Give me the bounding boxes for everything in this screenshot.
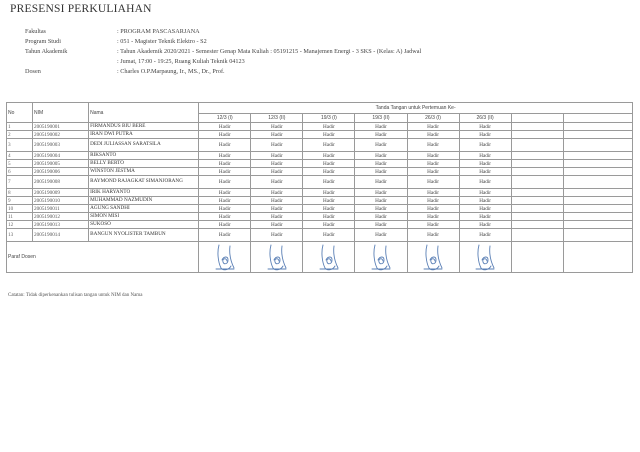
attendance-cell: Hadir: [303, 189, 355, 197]
attendance-cell: Hadir: [303, 152, 355, 160]
row-nama: AGUNG SANDHI: [89, 205, 199, 213]
attendance-cell: Hadir: [355, 139, 407, 152]
attendance-cell: Hadir: [251, 176, 303, 189]
header-no: No: [7, 103, 33, 123]
attendance-cell: Hadir: [199, 213, 251, 221]
empty-cell: [511, 123, 563, 131]
attendance-cell: Hadir: [459, 139, 511, 152]
header-nim: NIM: [33, 103, 89, 123]
attendance-cell: Hadir: [459, 229, 511, 242]
row-nama: MUHAMMAD NAZMUDIN: [89, 197, 199, 205]
row-nim: 2005190010: [33, 197, 89, 205]
attendance-cell: Hadir: [459, 160, 511, 168]
row-nama: BELLY BERTO: [89, 160, 199, 168]
attendance-cell: Hadir: [251, 229, 303, 242]
signature-cell: [459, 242, 511, 273]
attendance-cell: Hadir: [251, 160, 303, 168]
attendance-cell: Hadir: [407, 221, 459, 229]
attendance-cell: Hadir: [199, 197, 251, 205]
attendance-cell: Hadir: [251, 221, 303, 229]
attendance-cell: Hadir: [303, 176, 355, 189]
signature-cell: [355, 242, 407, 273]
attendance-cell: Hadir: [251, 139, 303, 152]
empty-cell: [563, 213, 632, 221]
attendance-cell: Hadir: [303, 139, 355, 152]
row-no: 5: [7, 160, 33, 168]
footnote: Catatan: Tidak diperkenankan tulisan tangan untuk NIM dan Nama: [8, 293, 143, 298]
attendance-table: [6, 102, 633, 273]
attendance-cell: Hadir: [199, 168, 251, 176]
attendance-cell: Hadir: [355, 221, 407, 229]
attendance-cell: Hadir: [303, 160, 355, 168]
signature-cell: [303, 242, 355, 273]
row-nim: 2005190013: [33, 221, 89, 229]
attendance-cell: Hadir: [407, 229, 459, 242]
row-nim: 2005190006: [33, 168, 89, 176]
attendance-cell: Hadir: [407, 139, 459, 152]
signature-icon: [470, 242, 500, 272]
empty-cell: [511, 160, 563, 168]
empty-cell: [511, 242, 563, 273]
attendance-cell: Hadir: [251, 197, 303, 205]
attendance-cell: Hadir: [459, 197, 511, 205]
row-nama: IRIK HARYANTO: [89, 189, 199, 197]
info-label: Dosen: [25, 68, 41, 75]
attendance-cell: Hadir: [199, 221, 251, 229]
info-value: : Charles O.P.Marpaung, Ir., MS., Dr., Prof.: [117, 68, 225, 75]
attendance-cell: Hadir: [251, 189, 303, 197]
signature-icon: [366, 242, 396, 272]
signature-icon: [210, 242, 240, 272]
attendance-cell: Hadir: [355, 131, 407, 139]
attendance-cell: Hadir: [459, 213, 511, 221]
signature-cell: [199, 242, 251, 273]
header-empty: [511, 114, 563, 123]
empty-cell: [563, 229, 632, 242]
attendance-cell: Hadir: [407, 131, 459, 139]
attendance-cell: Hadir: [355, 205, 407, 213]
row-nim: 2005190009: [33, 189, 89, 197]
header-date: 26/3 (I): [407, 114, 459, 123]
header-empty: [563, 114, 632, 123]
empty-cell: [511, 213, 563, 221]
row-nama: SUKOSO: [89, 221, 199, 229]
signature-row: [7, 242, 633, 273]
table-row: [7, 160, 633, 168]
row-no: 8: [7, 189, 33, 197]
attendance-cell: Hadir: [199, 189, 251, 197]
attendance-cell: Hadir: [199, 160, 251, 168]
row-nama: WINSTON JESTMA: [89, 168, 199, 176]
table-row: [7, 152, 633, 160]
attendance-cell: Hadir: [303, 131, 355, 139]
row-nama: DEDI JULIASSAN SARATSILA: [89, 139, 199, 152]
empty-cell: [511, 152, 563, 160]
attendance-cell: Hadir: [303, 205, 355, 213]
attendance-cell: Hadir: [407, 160, 459, 168]
row-nim: 2005190014: [33, 229, 89, 242]
row-no: 3: [7, 139, 33, 152]
empty-cell: [511, 168, 563, 176]
table-row: [7, 131, 633, 139]
header-date: 19/3 (II): [355, 114, 407, 123]
row-nama: RIKSANTO: [89, 152, 199, 160]
row-nama: BANGUN NYOLISTER TAMBUN: [89, 229, 199, 242]
attendance-cell: Hadir: [459, 176, 511, 189]
attendance-cell: Hadir: [407, 213, 459, 221]
empty-cell: [563, 221, 632, 229]
attendance-cell: Hadir: [355, 189, 407, 197]
row-nim: 2005190004: [33, 152, 89, 160]
table-row: [7, 229, 633, 242]
row-nama: RAYMOND RAJAGKAT SIMANJORANG: [89, 176, 199, 189]
header-date: 12/3 (II): [251, 114, 303, 123]
empty-cell: [563, 189, 632, 197]
attendance-cell: Hadir: [303, 168, 355, 176]
attendance-cell: Hadir: [459, 131, 511, 139]
signature-label: Paraf Dosen: [7, 242, 199, 273]
info-value: : PROGRAM PASCASARJANA: [117, 28, 200, 35]
row-nim: 2005190005: [33, 160, 89, 168]
header-date: 26/3 (II): [459, 114, 511, 123]
table-row: [7, 168, 633, 176]
signature-icon: [418, 242, 448, 272]
attendance-cell: Hadir: [251, 205, 303, 213]
table-row: [7, 176, 633, 189]
row-nim: 2005190003: [33, 139, 89, 152]
empty-cell: [563, 152, 632, 160]
attendance-cell: Hadir: [459, 205, 511, 213]
row-no: 4: [7, 152, 33, 160]
attendance-cell: Hadir: [251, 213, 303, 221]
info-label: Program Studi: [25, 38, 61, 45]
attendance-cell: Hadir: [303, 123, 355, 131]
attendance-cell: Hadir: [407, 189, 459, 197]
attendance-cell: Hadir: [199, 131, 251, 139]
attendance-cell: Hadir: [407, 176, 459, 189]
empty-cell: [511, 131, 563, 139]
attendance-cell: Hadir: [407, 197, 459, 205]
page-title: PRESENSI PERKULIAHAN: [10, 3, 152, 15]
attendance-cell: Hadir: [459, 221, 511, 229]
empty-cell: [563, 123, 632, 131]
row-no: 6: [7, 168, 33, 176]
table-row: [7, 205, 633, 213]
attendance-cell: Hadir: [251, 131, 303, 139]
empty-cell: [511, 139, 563, 152]
attendance-cell: Hadir: [459, 168, 511, 176]
attendance-cell: Hadir: [355, 229, 407, 242]
row-no: 1: [7, 123, 33, 131]
attendance-cell: Hadir: [459, 152, 511, 160]
empty-cell: [563, 160, 632, 168]
attendance-cell: Hadir: [355, 176, 407, 189]
row-no: 11: [7, 213, 33, 221]
header-date: 12/3 (I): [199, 114, 251, 123]
table-row: [7, 123, 633, 131]
attendance-cell: Hadir: [355, 168, 407, 176]
info-value: : Jumat, 17:00 - 19:25, Ruang Kuliah Teknik 04123: [117, 58, 245, 65]
empty-cell: [563, 168, 632, 176]
attendance-cell: Hadir: [303, 213, 355, 221]
table-row: [7, 189, 633, 197]
row-nim: 2005190011: [33, 205, 89, 213]
table-row: [7, 221, 633, 229]
header-date: 19/3 (I): [303, 114, 355, 123]
signature-cell: [251, 242, 303, 273]
row-no: 12: [7, 221, 33, 229]
header-nama: Nama: [89, 103, 199, 123]
attendance-cell: Hadir: [355, 160, 407, 168]
empty-cell: [563, 242, 632, 273]
info-label: Tahun Akademik: [25, 48, 68, 55]
info-label: Fakultas: [25, 28, 46, 35]
empty-cell: [511, 221, 563, 229]
table-row: [7, 197, 633, 205]
attendance-cell: Hadir: [459, 123, 511, 131]
header-pertemuan: Tanda Tangan untuk Pertemuan Ke-: [199, 103, 633, 114]
attendance-cell: Hadir: [355, 152, 407, 160]
attendance-cell: Hadir: [407, 205, 459, 213]
empty-cell: [563, 131, 632, 139]
table-row: [7, 139, 633, 152]
empty-cell: [511, 189, 563, 197]
empty-cell: [563, 176, 632, 189]
attendance-cell: Hadir: [199, 123, 251, 131]
row-no: 9: [7, 197, 33, 205]
info-value: : 051 - Magister Teknik Elektro - S2: [117, 38, 207, 45]
signature-cell: [407, 242, 459, 273]
attendance-cell: Hadir: [303, 229, 355, 242]
info-value: : Tahun Akademik 2020/2021 - Semester Genap Mata Kuliah : 05191215 - Manajemen Energi - 3 SKS - (Kelas: A) Jadwal: [117, 48, 422, 55]
attendance-cell: Hadir: [355, 197, 407, 205]
row-nama: SIMON MISI: [89, 213, 199, 221]
row-nim: 2005190001: [33, 123, 89, 131]
empty-cell: [563, 205, 632, 213]
attendance-cell: Hadir: [199, 205, 251, 213]
empty-cell: [563, 197, 632, 205]
attendance-cell: Hadir: [199, 176, 251, 189]
row-nim: 2005190002: [33, 131, 89, 139]
attendance-cell: Hadir: [303, 197, 355, 205]
row-no: 7: [7, 176, 33, 189]
row-nim: 2005190008: [33, 176, 89, 189]
empty-cell: [511, 229, 563, 242]
row-nama: IRAN DWI PUTRA: [89, 131, 199, 139]
signature-icon: [314, 242, 344, 272]
row-no: 2: [7, 131, 33, 139]
empty-cell: [511, 197, 563, 205]
attendance-cell: Hadir: [199, 152, 251, 160]
row-no: 10: [7, 205, 33, 213]
attendance-cell: Hadir: [251, 168, 303, 176]
table-row: [7, 213, 633, 221]
attendance-cell: Hadir: [407, 152, 459, 160]
attendance-cell: Hadir: [459, 189, 511, 197]
attendance-cell: Hadir: [407, 168, 459, 176]
empty-cell: [511, 176, 563, 189]
empty-cell: [511, 205, 563, 213]
attendance-cell: Hadir: [199, 229, 251, 242]
attendance-cell: Hadir: [251, 123, 303, 131]
attendance-cell: Hadir: [303, 221, 355, 229]
attendance-cell: Hadir: [251, 152, 303, 160]
attendance-cell: Hadir: [355, 123, 407, 131]
attendance-cell: Hadir: [199, 139, 251, 152]
attendance-cell: Hadir: [355, 213, 407, 221]
row-nama: FIRMANDUS BIU BERE: [89, 123, 199, 131]
empty-cell: [563, 139, 632, 152]
signature-icon: [262, 242, 292, 272]
row-no: 13: [7, 229, 33, 242]
attendance-cell: Hadir: [407, 123, 459, 131]
row-nim: 2005190012: [33, 213, 89, 221]
